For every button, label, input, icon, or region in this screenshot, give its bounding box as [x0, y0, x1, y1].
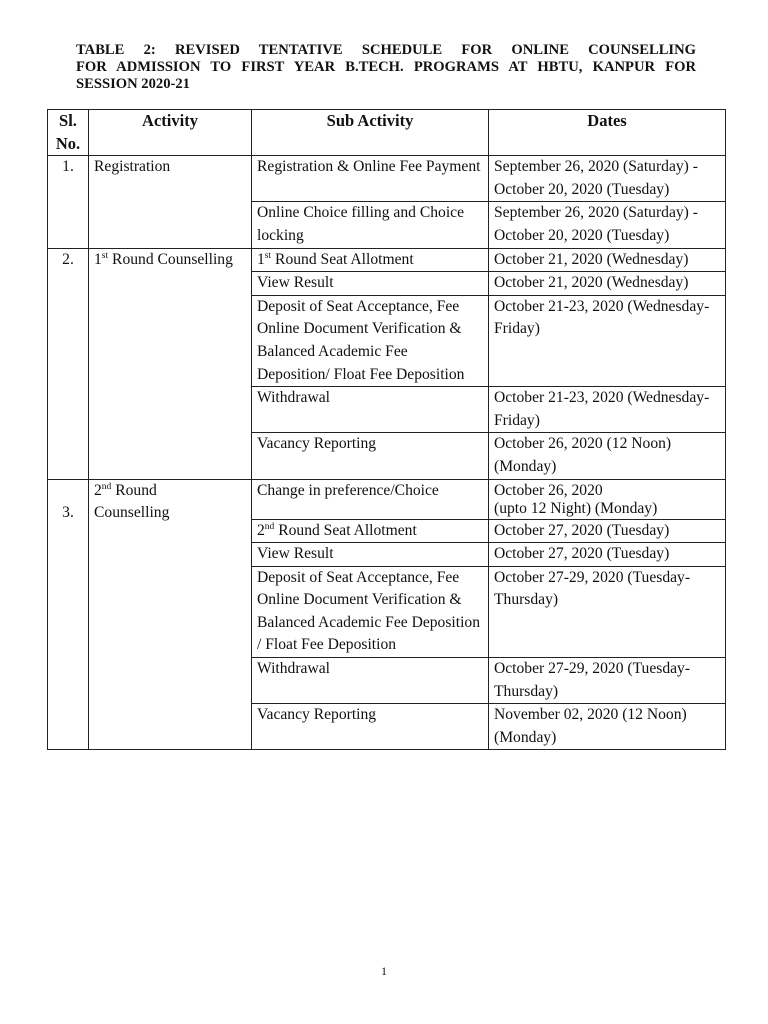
date-cell: October 21-23, 2020 (Wednesday-Friday): [489, 295, 726, 386]
title-line-3: SESSION 2020-21: [76, 76, 190, 92]
table-header-row: [48, 110, 726, 156]
page-title: [76, 42, 696, 93]
sl-no-cell: 1.: [48, 156, 89, 248]
date-cell: September 26, 2020 (Saturday) - October 20, 2020 (Tuesday): [489, 156, 726, 202]
date-cell: October 26, 2020 (12 Noon) (Monday): [489, 433, 726, 479]
sl-no-cell: 2.: [48, 248, 89, 479]
sub-activity-cell: 2nd Round Seat Allotment: [252, 519, 489, 543]
sub-activity-cell: Withdrawal: [252, 658, 489, 704]
date-cell: November 02, 2020 (12 Noon) (Monday): [489, 704, 726, 750]
schedule-table: [47, 109, 726, 750]
table-row: [48, 156, 726, 202]
date-cell: October 21-23, 2020 (Wednesday-Friday): [489, 387, 726, 433]
sl-no-cell: 3.: [48, 479, 89, 750]
sub-activity-cell: View Result: [252, 543, 489, 567]
sub-activity-cell: Deposit of Seat Acceptance, Fee Online Document Verification & Balanced Academic Fee Deposition / Float Fee Deposition: [252, 566, 489, 657]
header-activity: Activity: [89, 110, 252, 156]
title-line-1: TABLE 2: REVISED TENTATIVE SCHEDULE FOR ONLINE COUNSELLING: [76, 42, 696, 58]
activity-cell: 2nd Round Counselling: [89, 479, 252, 750]
page-number: 1: [381, 964, 387, 978]
sub-activity-cell: Vacancy Reporting: [252, 433, 489, 479]
date-cell: October 26, 2020 (upto 12 Night) (Monday): [489, 479, 726, 519]
sub-activity-cell: Vacancy Reporting: [252, 704, 489, 750]
date-cell: October 27-29, 2020 (Tuesday-Thursday): [489, 658, 726, 704]
date-cell: October 27, 2020 (Tuesday): [489, 543, 726, 567]
sub-activity-cell: Deposit of Seat Acceptance, Fee Online Document Verification & Balanced Academic Fee Deposition/ Float Fee Deposition: [252, 295, 489, 386]
header-dates: Dates: [489, 110, 726, 156]
header-sub-activity: Sub Activity: [252, 110, 489, 156]
title-line-2: FOR ADMISSION TO FIRST YEAR B.TECH. PROGRAMS AT HBTU, KANPUR FOR: [76, 59, 696, 75]
sub-activity-cell: Registration & Online Fee Payment: [252, 156, 489, 202]
sub-activity-cell: Online Choice filling and Choice locking: [252, 202, 489, 248]
date-cell: September 26, 2020 (Saturday) - October 20, 2020 (Tuesday): [489, 202, 726, 248]
date-cell: October 21, 2020 (Wednesday): [489, 248, 726, 272]
date-cell: October 21, 2020 (Wednesday): [489, 272, 726, 296]
activity-cell: Registration: [89, 156, 252, 248]
sub-activity-cell: Withdrawal: [252, 387, 489, 433]
table-row: [48, 479, 726, 519]
date-cell: October 27-29, 2020 (Tuesday-Thursday): [489, 566, 726, 657]
date-cell: October 27, 2020 (Tuesday): [489, 519, 726, 543]
activity-cell: 1st Round Counselling: [89, 248, 252, 479]
table-row: [48, 248, 726, 272]
sub-activity-cell: 1st Round Seat Allotment: [252, 248, 489, 272]
sub-activity-cell: View Result: [252, 272, 489, 296]
header-sl-no: Sl. No.: [48, 110, 89, 156]
sub-activity-cell: Change in preference/Choice: [252, 479, 489, 519]
